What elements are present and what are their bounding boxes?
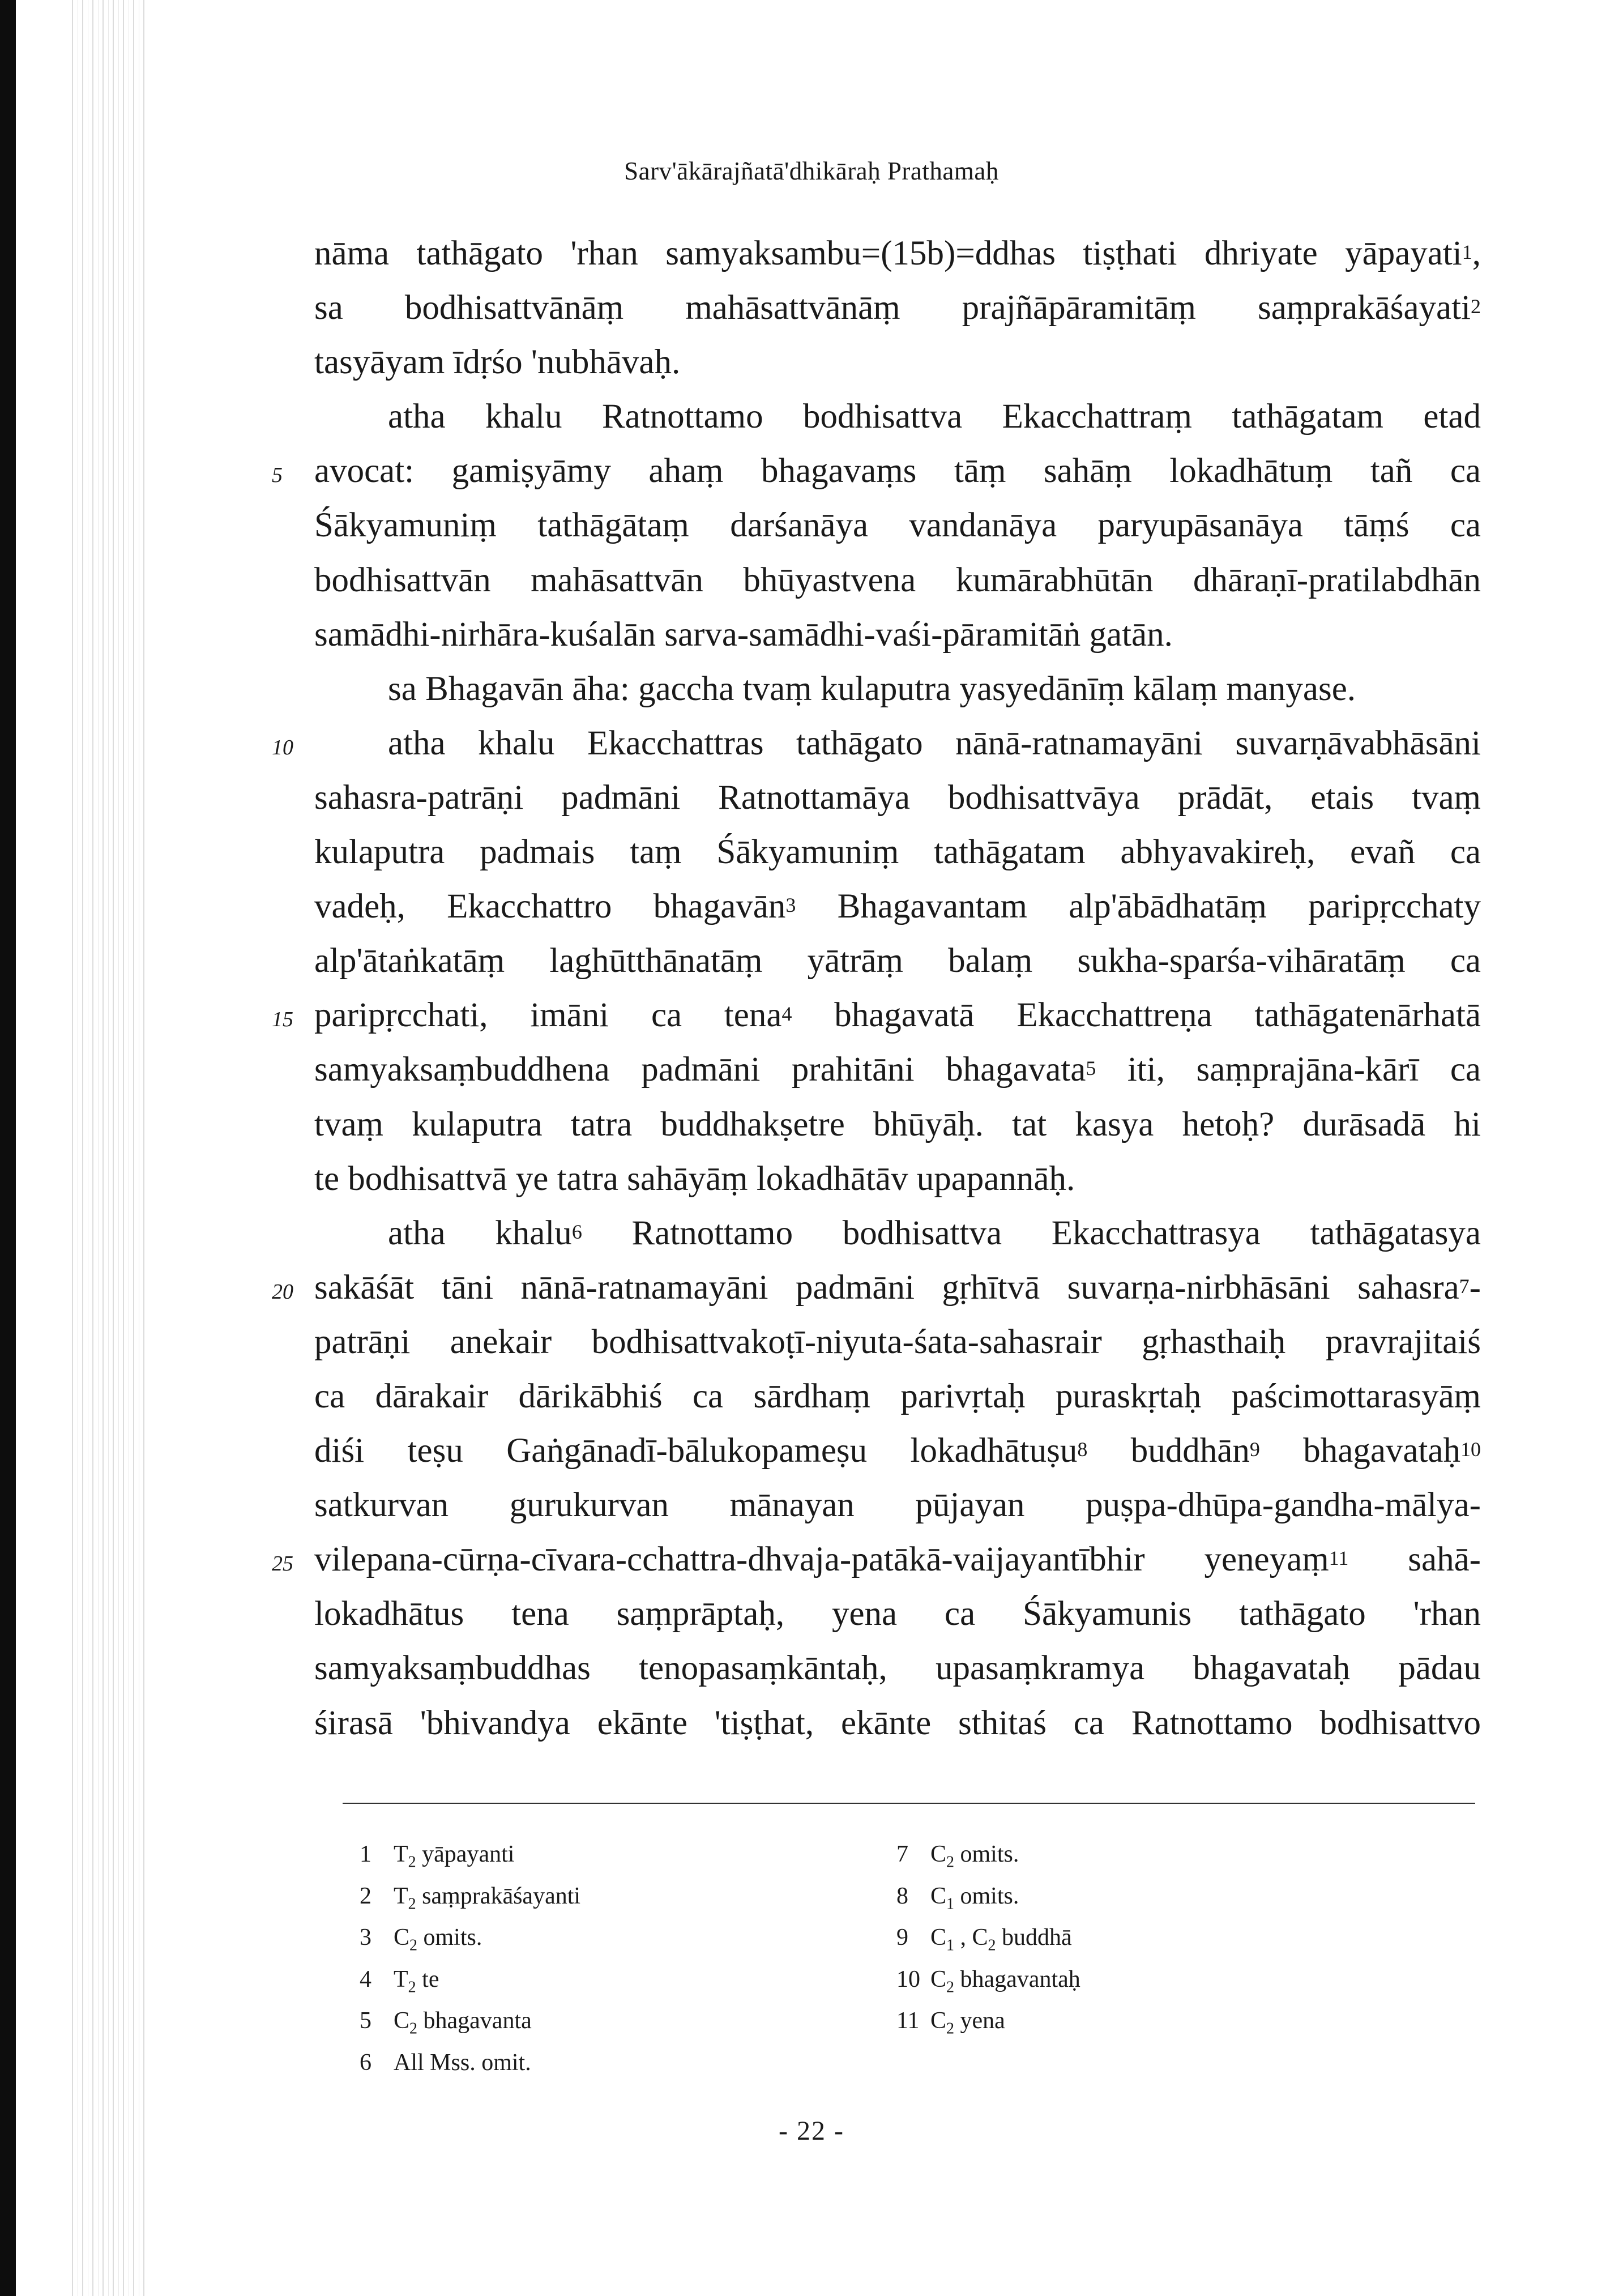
footnote-ref: 7	[1459, 1274, 1470, 1298]
text-line: atha khalu Ratnottamo bodhisattva Ekacchattraṃ tathāgatam etad	[388, 398, 1481, 436]
text-line: diśi teṣu Gaṅgānadī-bālukopameṣu lokadhātuṣu$^8$ buddhān$^9$ bhagavataḥ$^{10}$	[314, 1432, 1481, 1470]
page-number: - 22 -	[779, 2116, 844, 2146]
text-line: atha khalu Ekacchattras tathāgato nānā-ratnamayāni suvarṇāvabhāsāni	[388, 724, 1481, 762]
text-line: avocat: gamiṣyāmy ahaṃ bhagavaṃs tāṃ sahāṃ lokadhātuṃ tañ ca	[314, 452, 1481, 490]
footnote-text: All Mss. omit.	[394, 2049, 531, 2076]
footnote	[360, 1917, 869, 1959]
text-line: kulaputra padmais taṃ Śākyamuniṃ tathāgatam abhyavakireḥ, evañ ca	[314, 833, 1481, 872]
footnote-number: 5	[360, 2008, 371, 2034]
footnote	[360, 1959, 869, 2001]
footnote-number: 2	[360, 1883, 371, 1909]
footnote-number: 9	[896, 1924, 908, 1951]
text-line: sakāśāt tāni nānā-ratnamayāni padmāni gṛhītvā suvarṇa-nirbhāsāni sahasra$^7$-	[314, 1268, 1481, 1307]
text-line: samādhi-nirhāra-kuśalān sarva-samādhi-vaśi-pāramitāṅ gatān.	[314, 615, 1173, 654]
footnote	[896, 1834, 1406, 1876]
footnote-ref: 1	[1462, 241, 1472, 263]
footnote-text: $C_2$ omits.	[930, 1841, 1019, 1871]
text-line: vilepana-cūrṇa-cīvara-cchattra-dhvaja-patākā-vaijayantībhir yeneyaṃ$^{11}$ sahā-	[314, 1540, 1481, 1579]
footnote-text: $C_2$ omits.	[394, 1924, 482, 1954]
text-line: samyaksaṃbuddhena padmāni prahitāni bhagavata$^5$ iti, saṃprajāna-kārī ca	[314, 1051, 1481, 1089]
text-line: Śākyamuniṃ tathāgātaṃ darśanāya vandanāya paryupāsanāya tāṃś ca	[314, 506, 1481, 545]
footnote-text: $T_2$ yāpayanti	[394, 1841, 515, 1871]
text-line: satkurvan gurukurvan mānayan pūjayan puṣpa-dhūpa-gandha-mālya-	[314, 1486, 1481, 1525]
line-number: 5	[272, 463, 283, 488]
footnotes-right-column	[896, 1834, 1406, 2042]
text-line: alp'ātaṅkatāṃ laghūtthānatāṃ yātrāṃ balaṃ sukha-sparśa-vihāratāṃ ca	[314, 942, 1481, 980]
footnote-rule	[343, 1803, 1475, 1804]
footnote-ref: 9	[1249, 1438, 1260, 1461]
footnote	[360, 1876, 869, 1918]
text-line: atha khalu$^6$ Ratnottamo bodhisattva Ekacchattrasya tathāgatasya	[388, 1214, 1481, 1252]
text-line: sa Bhagavān āha: gaccha tvaṃ kulaputra yasyedānīṃ kālaṃ manyase.	[388, 669, 1356, 708]
text-line: patrāṇi anekair bodhisattvakoṭī-niyuta-śata-sahasrair gṛhasthaiḥ pravrajitaiś	[314, 1322, 1481, 1361]
body-text	[314, 227, 1481, 1751]
footnote-text: $C_2$ bhagavantaḥ	[930, 1966, 1080, 1996]
text-line: śirasā 'bhivandya ekānte 'tiṣṭhat, ekānte sthitaś ca Ratnottamo bodhisattvo	[314, 1704, 1481, 1742]
footnote-text: $T_2$ te	[394, 1966, 439, 1996]
footnote-ref: 11	[1329, 1547, 1349, 1570]
footnote	[360, 2000, 869, 2042]
scan-edge-shadow	[0, 0, 16, 2296]
footnote-text: $C_1$ omits.	[930, 1883, 1019, 1913]
footnote	[896, 1917, 1406, 1959]
footnote-text: $C_2$ bhagavanta	[394, 2008, 532, 2038]
text-line: samyaksaṃbuddhas tenopasaṃkāntaḥ, upasaṃkramya bhagavataḥ pādau	[314, 1649, 1481, 1688]
text-line: tasyāyam īdṛśo 'nubhāvaḥ.	[314, 343, 681, 382]
text-line: ca dārakair dārikābhiś ca sārdhaṃ parivṛtaḥ puraskṛtaḥ paścimottarasyāṃ	[314, 1377, 1481, 1415]
text-line: paripṛcchati, imāni ca tena$^4$ bhagavatā Ekacchattreṇa tathāgatenārhatā	[314, 996, 1481, 1035]
footnote-number: 4	[360, 1966, 371, 1992]
footnote	[896, 1959, 1406, 2001]
text-line: bodhisattvān mahāsattvān bhūyastvena kumārabhūtān dhāraṇī-pratilabdhān	[314, 561, 1481, 599]
text-line: lokadhātus tena saṃprāptaḥ, yena ca Śākyamunis tathāgato 'rhan	[314, 1595, 1481, 1633]
footnote-number: 6	[360, 2049, 371, 2076]
line-number: 25	[272, 1552, 293, 1576]
scan-artifact-lines	[68, 0, 144, 2296]
text-line: nāma tathāgato 'rhan samyaksambu=(15b)=ddhas tiṣṭhati dhriyate yāpayati$^1$,	[314, 234, 1481, 272]
text-line: sahasra-patrāṇi padmāni Ratnottamāya bodhisattvāya prādāt, etais tvaṃ	[314, 778, 1481, 817]
footnote-ref: 2	[1471, 295, 1481, 318]
text-line: vadeḥ, Ekacchattro bhagavān$^3$ Bhagavantam alp'ābādhatāṃ paripṛcchaty	[314, 887, 1481, 926]
footnote	[896, 1876, 1406, 1918]
footnote-ref: 4	[781, 1002, 792, 1026]
footnote-number: 3	[360, 1924, 371, 1951]
line-number: 10	[272, 735, 293, 759]
footnote-ref: 3	[785, 894, 796, 917]
footnote-text: $T_2$ saṃprakāśayanti	[394, 1883, 581, 1913]
footnote-text: $C_2$ yena	[930, 2008, 1005, 2038]
footnotes-left-column	[360, 1834, 869, 2084]
footnote	[360, 1834, 869, 1876]
footnote	[360, 2042, 869, 2084]
footnote-text: $C_1$ , $C_2$ buddhā	[930, 1924, 1072, 1954]
text-line: sa bodhisattvānāṃ mahāsattvānāṃ prajñāpāramitāṃ saṃprakāśayati$^2$	[314, 289, 1481, 327]
line-number: 20	[272, 1279, 293, 1304]
footnote-number: 11	[896, 2008, 920, 2034]
running-head: Sarv'ākārajñatā'dhikāraḥ Prathamaḥ	[624, 157, 999, 185]
text-line: te bodhisattvā ye tatra sahāyāṃ lokadhātāv upapannāḥ.	[314, 1159, 1075, 1198]
footnote-ref: 5	[1086, 1057, 1096, 1080]
footnote-number: 1	[360, 1841, 371, 1867]
footnote-number: 8	[896, 1883, 908, 1909]
footnote-number: 7	[896, 1841, 908, 1867]
footnote-ref: 8	[1077, 1438, 1088, 1461]
footnote-ref: 6	[571, 1220, 582, 1243]
footnote	[896, 2000, 1406, 2042]
footnote-ref: 10	[1460, 1438, 1481, 1461]
text-line: tvaṃ kulaputra tatra buddhakṣetre bhūyāḥ. tat kasya hetoḥ? durāsadā hi	[314, 1105, 1481, 1143]
line-number: 15	[272, 1008, 293, 1032]
footnote-number: 10	[896, 1966, 920, 1992]
